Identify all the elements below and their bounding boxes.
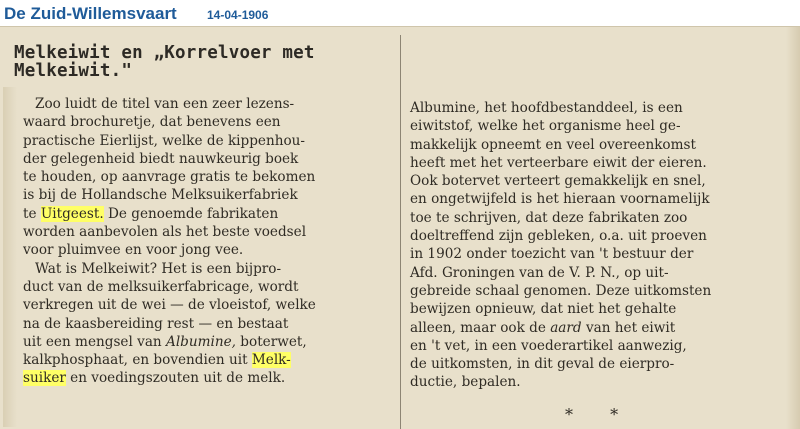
text-line: heeft met het verteerbare eiwit der eieren.: [410, 154, 707, 171]
highlighted-word: Melk-: [251, 352, 291, 369]
italic-word: aard: [550, 319, 582, 336]
text-line: der gelegenheid biedt nauwkeurig boek: [23, 150, 299, 167]
text-line: doeltreffend zijn gebleken, o.a. uit proeven: [410, 228, 707, 245]
text-line: eiwitstof, welke het organisme heel ge-: [410, 118, 681, 135]
text-fragment: alleen, maar ook de: [410, 319, 551, 336]
text-line: duct van de melksuikerfabricage, wordt: [23, 278, 299, 295]
text-line: de uitkomsten, in dit geval de eierpro-: [410, 356, 675, 373]
text-line: [23, 369, 395, 387]
text-line: [23, 333, 395, 351]
text-fragment: uit een mengsel van: [23, 333, 166, 350]
text-line: en 't vet, in een voederartikel aanwezig,: [410, 337, 687, 354]
text-line: voor pluimvee en voor jong vee.: [23, 242, 244, 259]
text-fragment: kalkphosphaat, en bovendien uit: [23, 352, 252, 369]
section-separator-stars: * *: [565, 405, 635, 424]
left-column: [23, 95, 395, 388]
highlighted-word: suiker: [23, 370, 66, 387]
text-line: [23, 351, 395, 369]
paragraph-what-is: [23, 260, 395, 388]
text-fragment: en voedingszouten uit de melk.: [65, 370, 286, 387]
text-line: makkelijk opneemt en veel overeenkomst: [410, 136, 696, 153]
paper-edge-left: [3, 87, 17, 427]
text-line: is bij de Hollandsche Melksuikerfabriek: [23, 187, 298, 204]
right-column: [410, 99, 790, 392]
highlighted-word: Uitgeest.: [40, 205, 104, 222]
text-fragment: De genoemde fabrikaten: [103, 205, 279, 222]
column-divider: [400, 35, 401, 429]
text-line: ductie, bepalen.: [410, 374, 521, 391]
text-line: in 1902 onder toezicht van 't bestuur der: [410, 246, 694, 263]
title-line: Melkeiwit.": [14, 61, 133, 82]
article-title: [14, 41, 402, 82]
newspaper-name: De Zuid-Willemsvaart: [4, 4, 177, 23]
title-line: Melkeiwit en „Korrelvoer met: [14, 43, 315, 63]
text-line: en ongetwijfeld is het hieraan voornamelijk: [410, 191, 710, 208]
text-line: worden aanbevolen als het beste voedsel: [23, 224, 307, 241]
text-line: Wat is Melkeiwit? Het is een bijpro-: [35, 260, 282, 277]
text-line: Ook botervet verteert gemakkelijk en snel,: [410, 173, 706, 190]
text-line: [23, 205, 395, 223]
text-line: toe te schrijven, dat deze fabrikaten zoo: [410, 209, 688, 226]
text-line: Afd. Groningen van de V. P. N., op uit-: [410, 264, 669, 281]
newspaper-clipping: [0, 26, 800, 429]
text-line: bewijzen opnieuw, dat niet het gehalte: [410, 301, 677, 318]
text-line: gebreide schaal genomen. Deze uitkomsten: [410, 282, 712, 299]
text-line: te houden, op aanvrage gratis te bekomen: [23, 169, 316, 186]
text-line: practische Eierlijst, welke de kippenhou-: [23, 132, 306, 149]
publication-date: 14-04-1906: [207, 8, 269, 22]
text-line: waard brochuretje, dat benevens een: [23, 114, 281, 131]
text-line: Albumine, het hoofdbestanddeel, is een: [410, 100, 683, 116]
italic-word: Albumine,: [166, 333, 236, 350]
text-line: Zoo luidt de titel van een zeer lezens-: [35, 96, 295, 112]
paragraph-intro: [23, 95, 395, 260]
paragraph-albumine: [410, 99, 790, 392]
text-fragment: te: [23, 205, 41, 222]
text-line: na de kaasbereiding rest — en bestaat: [23, 315, 289, 332]
text-fragment: boterwet,: [235, 333, 307, 350]
text-line: [410, 319, 790, 337]
page-header: [0, 0, 800, 26]
text-fragment: van het eiwit: [581, 319, 676, 336]
text-line: verkregen uit de wei — de vloeistof, welke: [23, 297, 316, 314]
